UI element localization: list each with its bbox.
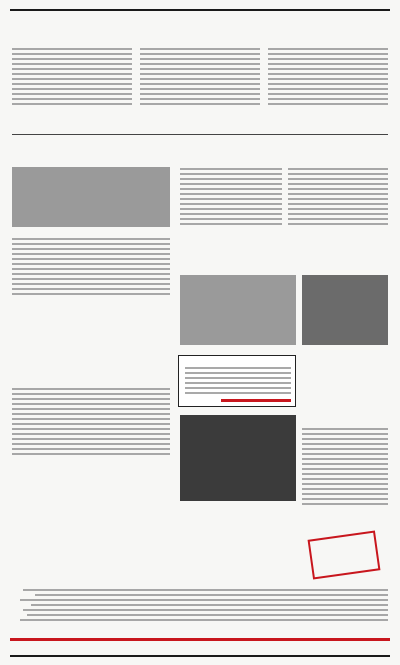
top-text-columns xyxy=(12,586,388,621)
fifth-text-col-3 xyxy=(12,45,132,105)
middle-photo-left xyxy=(302,275,388,345)
third-text-col-2 xyxy=(180,165,282,225)
lead-text-col-1 xyxy=(302,425,388,505)
fifth-text-col-2 xyxy=(140,45,260,105)
middle-photo-right xyxy=(180,275,296,345)
lead-photo xyxy=(180,415,296,501)
third-text-col-1 xyxy=(288,165,388,225)
fourth-photo xyxy=(12,167,170,227)
lead-sub-text xyxy=(12,385,170,455)
bottom-rule xyxy=(10,9,390,11)
masthead-rule xyxy=(10,655,390,657)
second-text xyxy=(12,235,170,295)
boxed-note xyxy=(178,355,296,407)
section-divider xyxy=(12,134,388,135)
top-banner-bar xyxy=(10,638,390,641)
stamp-badge xyxy=(308,530,381,579)
fifth-text-col-1 xyxy=(268,45,388,105)
